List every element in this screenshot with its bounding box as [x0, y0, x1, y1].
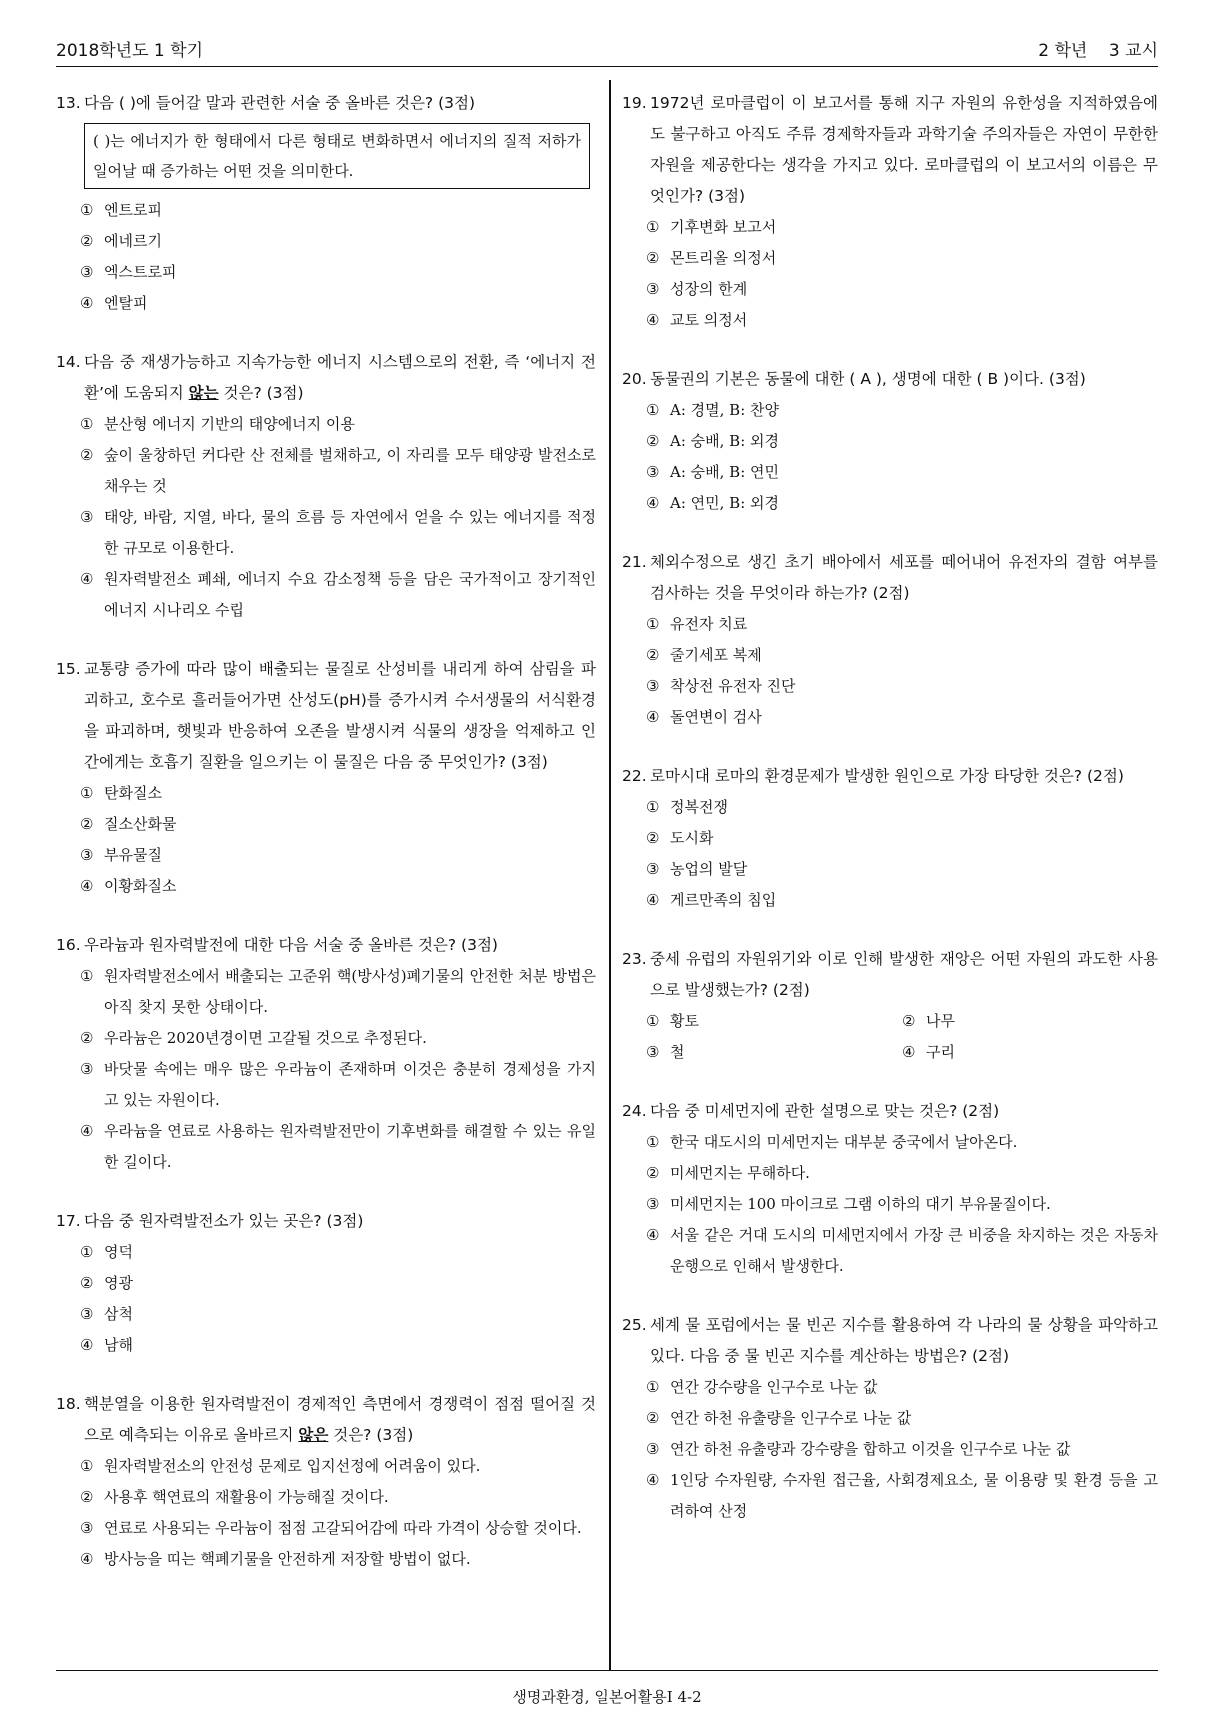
question-number: 22. — [622, 767, 647, 785]
answer-option[interactable] — [646, 1220, 1158, 1282]
option-text: 나무 — [926, 1012, 955, 1030]
answer-option[interactable] — [80, 1451, 596, 1482]
answer-option[interactable] — [646, 212, 1158, 243]
answer-options — [646, 395, 1158, 519]
option-text: 유전자 치료 — [670, 615, 748, 633]
answer-option[interactable] — [902, 1006, 1158, 1037]
answer-option[interactable] — [80, 1482, 596, 1513]
question-number: 13. — [56, 94, 81, 112]
option-text: 연간 강수량을 인구수로 나눈 값 — [670, 1378, 878, 1396]
question-number: 16. — [56, 936, 81, 954]
answer-options — [646, 1372, 1158, 1527]
option-text: 원자력발전소 폐쇄, 에너지 수요 감소정책 등을 담은 국가적이고 장기적인 에너지 시나리오 수립 — [104, 570, 596, 619]
question-number: 25. — [622, 1316, 647, 1334]
option-text: 원자력발전소에서 배출되는 고준위 핵(방사성)폐기물의 안전한 처분 방법은 아직 찾지 못한 상태이다. — [104, 967, 596, 1016]
option-marker: ③ — [646, 1043, 660, 1061]
answer-option[interactable] — [902, 1037, 1158, 1068]
question-stem: 우라늄과 원자력발전에 대한 다음 서술 중 올바른 것은? (3점) — [84, 936, 498, 954]
option-marker: ① — [646, 1012, 660, 1030]
question-stem: 다음 중 원자력발전소가 있는 곳은? (3점) — [84, 1212, 364, 1230]
option-text: 황토 — [670, 1012, 699, 1030]
option-text: 성장의 한계 — [670, 280, 748, 298]
option-marker: ① — [646, 1133, 660, 1151]
option-text: A: 숭배, B: 외경 — [670, 432, 779, 450]
option-marker: ② — [646, 1409, 660, 1427]
answer-option[interactable] — [646, 609, 1158, 640]
question-stem: 다음 중 미세먼지에 관한 설명으로 맞는 것은? (2점) — [650, 1102, 1000, 1120]
option-marker: ② — [80, 232, 94, 250]
question-23 — [622, 944, 1158, 1068]
option-text: 엔탈피 — [104, 294, 148, 312]
stem-text: 핵분열을 이용한 원자력발전이 경제적인 측면에서 경쟁력이 점점 떨어질 것으로 예측되는 이유로 올바르지 — [84, 1395, 596, 1444]
option-marker: ② — [646, 829, 660, 847]
option-marker: ③ — [80, 1519, 94, 1537]
option-marker: ④ — [80, 1550, 94, 1568]
option-marker: ④ — [80, 1122, 94, 1140]
option-text: 분산형 에너지 기반의 태양에너지 이용 — [104, 415, 355, 433]
option-text: 방사능을 띠는 핵폐기물을 안전하게 저장할 방법이 없다. — [104, 1550, 471, 1568]
option-marker: ① — [80, 784, 94, 802]
question-21 — [622, 547, 1158, 733]
answer-option[interactable] — [80, 1299, 596, 1330]
answer-option[interactable] — [80, 809, 596, 840]
answer-option[interactable] — [80, 1054, 596, 1116]
option-text: 교토 의정서 — [670, 311, 748, 329]
answer-option[interactable] — [646, 702, 1158, 733]
option-marker: ④ — [646, 494, 660, 512]
option-marker: ④ — [80, 570, 94, 588]
stem-text: 다음 중 재생가능하고 지속가능한 에너지 시스템으로의 전환, 즉 ‘에너지 전환’에 도움되지 — [84, 353, 596, 402]
right-column — [622, 88, 1158, 1555]
option-marker: ② — [80, 1274, 94, 1292]
option-text: 남해 — [104, 1336, 133, 1354]
question-stem: 세계 물 포럼에서는 물 빈곤 지수를 활용하여 각 나라의 물 상황을 파악하고 있다. 다음 중 물 빈곤 지수를 계산하는 방법은? (2점) — [650, 1316, 1158, 1365]
option-marker: ④ — [646, 1471, 660, 1489]
answer-option[interactable] — [80, 778, 596, 809]
option-marker: ④ — [646, 1226, 660, 1244]
option-marker: ④ — [646, 891, 660, 909]
answer-option[interactable] — [80, 409, 596, 440]
exam-grade-period-label: 2 학년 3 교시 — [1038, 41, 1158, 61]
option-text: 영덕 — [104, 1243, 133, 1261]
answer-option[interactable] — [646, 1158, 1158, 1189]
option-text: 삼척 — [104, 1305, 133, 1323]
question-25 — [622, 1310, 1158, 1527]
exam-semester-label: 2018학년도 1 학기 — [56, 41, 203, 61]
option-marker: ③ — [80, 508, 94, 526]
option-marker: ③ — [646, 677, 660, 695]
answer-option[interactable] — [646, 305, 1158, 336]
option-marker: ③ — [646, 463, 660, 481]
option-text: 부유물질 — [104, 846, 162, 864]
answer-option[interactable] — [80, 961, 596, 1023]
question-stem: 중세 유럽의 자원위기와 이로 인해 발생한 재앙은 어떤 자원의 과도한 사용으로 발생했는가? (2점) — [650, 950, 1158, 999]
answer-options — [80, 1237, 596, 1361]
option-text: 기후변화 보고서 — [670, 218, 777, 236]
option-text: 연료로 사용되는 우라늄이 점점 고갈되어감에 따라 가격이 상승할 것이다. — [104, 1519, 582, 1537]
answer-options — [646, 792, 1158, 916]
stem-text: 것은? (3점) — [218, 384, 304, 402]
question-number: 21. — [622, 553, 647, 571]
option-marker: ② — [80, 1488, 94, 1506]
answer-options — [646, 212, 1158, 336]
option-text: A: 연민, B: 외경 — [670, 494, 779, 512]
question-19 — [622, 88, 1158, 336]
question-number: 18. — [56, 1395, 81, 1413]
option-marker: ④ — [902, 1043, 916, 1061]
option-marker: ① — [80, 967, 94, 985]
option-text: 착상전 유전자 진단 — [670, 677, 796, 695]
option-marker: ① — [646, 615, 660, 633]
option-text: 연간 하천 유출량과 강수량을 합하고 이것을 인구수로 나눈 값 — [670, 1440, 1071, 1458]
option-marker: ① — [646, 798, 660, 816]
question-15 — [56, 654, 596, 902]
question-13 — [56, 88, 596, 319]
option-text: 구리 — [926, 1043, 955, 1061]
header-divider — [56, 66, 1158, 67]
question-stem: 1972년 로마클럽이 이 보고서를 통해 지구 자원의 유한성을 지적하였음에도 불구하고 아직도 주류 경제학자들과 과학기술 주의자들은 자연이 무한한 자원을 제공한다는 생각을 가지고 있다. 로마클럽의 이 보고서의 이름은 무엇인가? (3점) — [650, 94, 1158, 205]
question-stem: 동물권의 기본은 동물에 대한 ( A ), 생명에 대한 ( B )이다. (3점) — [650, 370, 1086, 388]
answer-option[interactable] — [646, 457, 1158, 488]
answer-options — [80, 1451, 596, 1575]
answer-option[interactable] — [80, 871, 596, 902]
stem-emphasis: 않는 — [188, 384, 219, 402]
option-text: 도시화 — [670, 829, 714, 847]
answer-option[interactable] — [646, 488, 1158, 519]
option-text: 우라늄은 2020년경이면 고갈될 것으로 추정된다. — [104, 1029, 427, 1047]
answer-options — [646, 609, 1158, 733]
question-20 — [622, 364, 1158, 519]
option-marker: ③ — [80, 263, 94, 281]
question-stem: 교통량 증가에 따라 많이 배출되는 물질로 산성비를 내리게 하여 삼림을 파괴하고, 호수로 흘러들어가면 산성도(pH)를 증가시켜 수서생물의 서식환경을 파괴하며, 햇빛과 반응하여 오존을 발생시켜 식물의 생장을 억제하고 인간에게는 호흡기 질환을 일으키는 이 물질은 다음 중 무엇인가? (3점) — [84, 660, 596, 771]
option-text: 질소산화물 — [104, 815, 177, 833]
option-text: 게르만족의 침입 — [670, 891, 777, 909]
answer-option[interactable] — [646, 1465, 1158, 1527]
option-marker: ① — [646, 401, 660, 419]
question-definition-box: ( )는 에너지가 한 형태에서 다른 형태로 변화하면서 에너지의 질적 저하가 일어날 때 증가하는 어떤 것을 의미한다. — [84, 123, 590, 189]
question-number: 24. — [622, 1102, 647, 1120]
question-stem: 체외수정으로 생긴 초기 배아에서 세포를 떼어내어 유전자의 결함 여부를 검사하는 것을 무엇이라 하는가? (2점) — [650, 553, 1158, 602]
answer-option[interactable] — [646, 274, 1158, 305]
option-marker: ② — [646, 1164, 660, 1182]
question-number: 17. — [56, 1212, 81, 1230]
option-marker: ② — [80, 446, 94, 464]
answer-option[interactable] — [646, 1434, 1158, 1465]
option-marker: ③ — [646, 280, 660, 298]
answer-options — [80, 409, 596, 626]
option-marker: ④ — [80, 877, 94, 895]
option-marker: ② — [80, 1029, 94, 1047]
option-marker: ② — [646, 249, 660, 267]
answer-option[interactable] — [646, 1189, 1158, 1220]
answer-option[interactable] — [646, 823, 1158, 854]
answer-option[interactable] — [80, 564, 596, 626]
footer-divider — [56, 1670, 1158, 1671]
answer-option[interactable] — [80, 226, 596, 257]
answer-option[interactable] — [80, 502, 596, 564]
answer-option[interactable] — [80, 288, 596, 319]
option-marker: ① — [80, 1457, 94, 1475]
answer-option[interactable] — [646, 1037, 902, 1068]
column-divider — [609, 80, 611, 1670]
option-text: 서울 같은 거대 도시의 미세먼지에서 가장 큰 비중을 차지하는 것은 자동차 운행으로 인해서 발생한다. — [670, 1226, 1158, 1275]
question-24 — [622, 1096, 1158, 1282]
option-text: 농업의 발달 — [670, 860, 748, 878]
option-text: 줄기세포 복제 — [670, 646, 762, 664]
question-number: 15. — [56, 660, 81, 678]
option-marker: ③ — [80, 846, 94, 864]
stem-text: 것은? (3점) — [328, 1426, 414, 1444]
option-text: 에네르기 — [104, 232, 162, 250]
option-marker: ① — [80, 201, 94, 219]
option-text: 태양, 바람, 지열, 바다, 물의 흐름 등 자연에서 얻을 수 있는 에너지를 적정한 규모로 이용한다. — [104, 508, 596, 557]
option-marker: ③ — [646, 860, 660, 878]
option-text: 몬트리올 의정서 — [670, 249, 777, 267]
answer-option[interactable] — [80, 1513, 596, 1544]
option-text: A: 경멸, B: 찬양 — [670, 401, 779, 419]
option-marker: ① — [80, 1243, 94, 1261]
answer-options — [80, 195, 596, 319]
question-stem — [84, 347, 596, 409]
footer-subject-page: 생명과환경, 일본어활용Ⅰ 4-2 — [512, 1688, 702, 1706]
answer-option[interactable] — [80, 1268, 596, 1299]
question-stem: 로마시대 로마의 환경문제가 발생한 원인으로 가장 타당한 것은? (2점) — [650, 767, 1124, 785]
option-text: 우라늄을 연료로 사용하는 원자력발전만이 기후변화를 해결할 수 있는 유일한 길이다. — [104, 1122, 596, 1171]
answer-option[interactable] — [646, 426, 1158, 457]
option-text: A: 숭배, B: 연민 — [670, 463, 779, 481]
question-14 — [56, 347, 596, 626]
option-marker: ④ — [646, 708, 660, 726]
option-text: 한국 대도시의 미세먼지는 대부분 중국에서 날아온다. — [670, 1133, 1018, 1151]
question-18 — [56, 1389, 596, 1575]
question-number: 20. — [622, 370, 647, 388]
answer-option[interactable] — [646, 1127, 1158, 1158]
question-number: 19. — [622, 94, 647, 112]
option-text: 철 — [670, 1043, 685, 1061]
option-text: 연간 하천 유출량을 인구수로 나눈 값 — [670, 1409, 912, 1427]
answer-option[interactable] — [646, 243, 1158, 274]
option-marker: ② — [902, 1012, 916, 1030]
question-17 — [56, 1206, 596, 1361]
answer-option[interactable] — [646, 1403, 1158, 1434]
answer-option[interactable] — [80, 840, 596, 871]
option-marker: ① — [646, 218, 660, 236]
answer-option[interactable] — [646, 792, 1158, 823]
answer-option[interactable] — [646, 1006, 902, 1037]
answer-option[interactable] — [646, 640, 1158, 671]
option-text: 사용후 핵연료의 재활용이 가능해질 것이다. — [104, 1488, 389, 1506]
left-column — [56, 88, 596, 1603]
answer-option[interactable] — [80, 257, 596, 288]
option-text: 엔트로피 — [104, 201, 162, 219]
answer-option[interactable] — [646, 885, 1158, 916]
answer-options — [80, 961, 596, 1178]
answer-option[interactable] — [80, 1330, 596, 1361]
answer-options — [646, 1006, 1158, 1068]
option-text: 돌연변이 검사 — [670, 708, 762, 726]
answer-option[interactable] — [646, 1372, 1158, 1403]
option-text: 1인당 수자원량, 수자원 접근율, 사회경제요소, 물 이용량 및 환경 등을 고려하여 산정 — [670, 1471, 1158, 1520]
question-number: 14. — [56, 353, 81, 371]
option-marker: ① — [80, 415, 94, 433]
option-marker: ② — [80, 815, 94, 833]
option-text: 바닷물 속에는 매우 많은 우라늄이 존재하며 이것은 충분히 경제성을 가지고 있는 자원이다. — [104, 1060, 596, 1109]
option-marker: ② — [646, 432, 660, 450]
answer-options — [80, 778, 596, 902]
answer-options — [646, 1127, 1158, 1282]
option-marker: ① — [646, 1378, 660, 1396]
answer-option[interactable] — [646, 854, 1158, 885]
answer-option[interactable] — [80, 1116, 596, 1178]
option-marker: ③ — [646, 1195, 660, 1213]
question-22 — [622, 761, 1158, 916]
option-marker: ④ — [80, 1336, 94, 1354]
answer-option[interactable] — [80, 1237, 596, 1268]
option-marker: ③ — [646, 1440, 660, 1458]
answer-option[interactable] — [80, 195, 596, 226]
option-text: 숲이 울창하던 커다란 산 전체를 벌채하고, 이 자리를 모두 태양광 발전소로 채우는 것 — [104, 446, 596, 495]
option-marker: ③ — [80, 1060, 94, 1078]
option-marker: ④ — [646, 311, 660, 329]
option-text: 탄화질소 — [104, 784, 162, 802]
option-marker: ③ — [80, 1305, 94, 1323]
option-text: 원자력발전소의 안전성 문제로 입지선정에 어려움이 있다. — [104, 1457, 481, 1475]
option-text: 정복전쟁 — [670, 798, 728, 816]
answer-option[interactable] — [646, 395, 1158, 426]
option-text: 엑스트로피 — [104, 263, 177, 281]
question-stem: 다음 ( )에 들어갈 말과 관련한 서술 중 올바른 것은? (3점) — [84, 94, 476, 112]
question-number: 23. — [622, 950, 647, 968]
option-text: 미세먼지는 무해하다. — [670, 1164, 810, 1182]
option-marker: ② — [646, 646, 660, 664]
question-16 — [56, 930, 596, 1178]
option-text: 이황화질소 — [104, 877, 177, 895]
answer-option[interactable] — [646, 671, 1158, 702]
answer-option[interactable] — [80, 1023, 596, 1054]
stem-emphasis: 않은 — [298, 1426, 329, 1444]
option-text: 미세먼지는 100 마이크로 그램 이하의 대기 부유물질이다. — [670, 1195, 1051, 1213]
answer-option[interactable] — [80, 1544, 596, 1575]
question-stem — [84, 1389, 596, 1451]
option-marker: ④ — [80, 294, 94, 312]
answer-option[interactable] — [80, 440, 596, 502]
option-text: 영광 — [104, 1274, 133, 1292]
